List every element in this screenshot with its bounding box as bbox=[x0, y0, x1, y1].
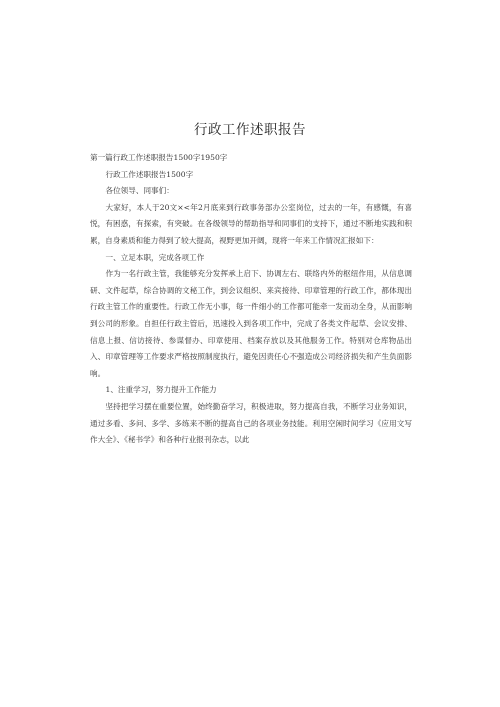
paragraph-intro: 大家好，本人于20文×<年2月底来到行政事务部办公室岗位，过去的一年，有感慨，有喜悦，有困惑，有探索，有突破。在各级领导的帮助指导和同事们的支持下，通过不断地实践和积累，自身素质和能力得到了较大提高，视野更加开阔，现将一年来工作情况汇报如下： bbox=[90, 202, 412, 245]
document-title: 行政工作述职报告 bbox=[194, 122, 306, 138]
document-body bbox=[90, 150, 412, 449]
paragraph-heading: 行政工作述职报告1500字 bbox=[105, 169, 194, 179]
paragraph-salutation: 各位领导、同事们： bbox=[105, 186, 174, 196]
paragraph-section-1: 作为一名行政主管，我能够充分发挥承上启下、协调左右、联络内外的枢纽作用，从信息调研、文件起草，综合协调的文秘工作，到会议组织、来宾接待、印章管理的行政工作，都体现出行政主管工作的重要性。行政工作无小事，每一件细小的工作都可能牵一发而动全身，从而影响到公司的形象。自担任行政主管后，迅速投入到各项工作中，完成了各类文件起草、会议安排、信息上报、信访接待、参谋督办、印章使用、档案存放以及其他服务工作。特别对仓库物品出入、印章管理等工作要求严格按照制度执行，避免因责任心不强造成公司经济损失和产生负面影响。 bbox=[90, 269, 412, 378]
paragraph-subtitle: 第一篇行政工作述职报告1500字1950字 bbox=[90, 153, 228, 162]
section-heading-1: 一、立足本职，完成各项工作 bbox=[105, 252, 205, 262]
subsection-heading-1: 1、注重学习，努力提升工作能力 bbox=[105, 385, 217, 395]
paragraph-subsection-1: 坚持把学习摆在重要位置，始终勤奋学习，积极进取，努力提高自我，不断学习业务知识，通过多看、多问、多学、多练来不断的提高自己的各项业务技能。利用空闲时间学习《应用文写作大全》、《秘书学》和各种行业报刊杂志，以此 bbox=[90, 401, 412, 445]
